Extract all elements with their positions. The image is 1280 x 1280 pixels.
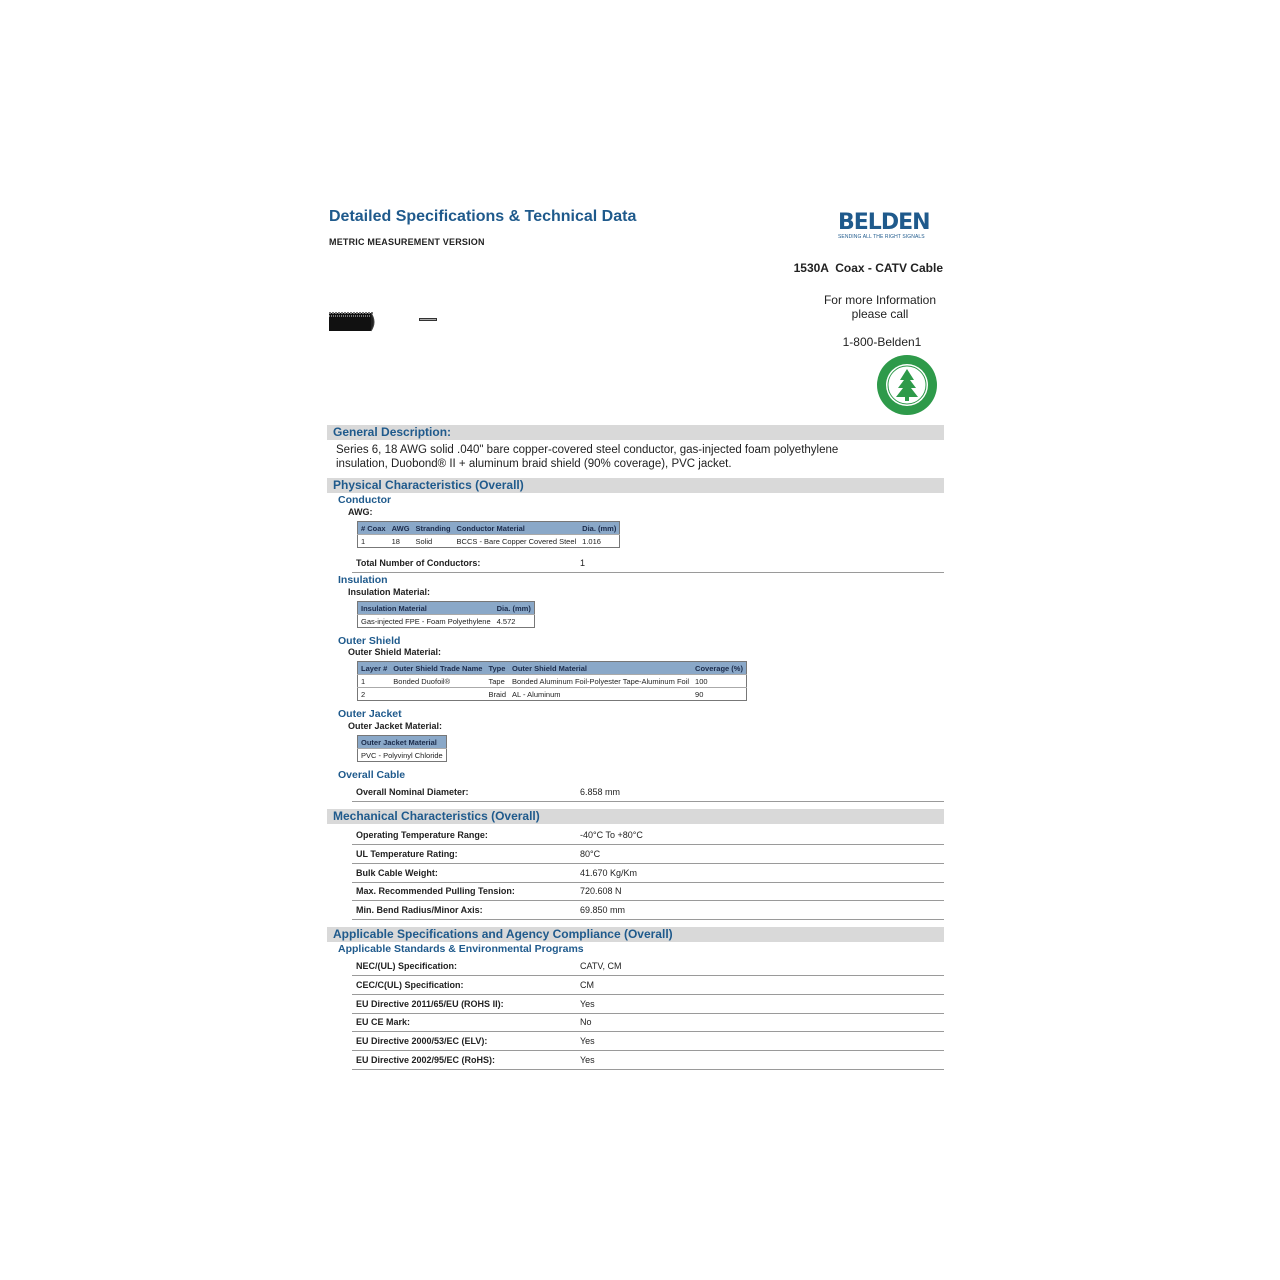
spec-row — [352, 845, 944, 864]
spec-value: 69.850 mm — [580, 905, 626, 915]
spec-row — [352, 957, 944, 976]
outer-shield-heading: Outer Shield — [338, 635, 401, 647]
awg-label: AWG: — [348, 507, 373, 517]
physical-characteristics-header — [327, 478, 944, 493]
spec-label: CEC/C(UL) Specification: — [356, 980, 464, 990]
spec-value: 720.608 N — [580, 886, 622, 896]
column-header: Dia. (mm) — [494, 602, 535, 615]
standards-heading: Applicable Standards & Environmental Programs — [338, 943, 584, 955]
table-cell: 90 — [692, 688, 746, 701]
spec-value: 1 — [580, 558, 586, 568]
spec-label: NEC/(UL) Specification: — [356, 961, 458, 971]
outer-jacket-material-label: Outer Jacket Material: — [348, 721, 443, 731]
table-cell: 2 — [358, 688, 391, 701]
spec-label: Bulk Cable Weight: — [356, 868, 438, 878]
spec-row — [352, 882, 944, 901]
spec-value: Yes — [580, 1036, 595, 1046]
mechanical-characteristics-header — [327, 809, 944, 824]
column-header: Outer Shield Material — [509, 662, 692, 675]
spec-value: Yes — [580, 999, 595, 1009]
spec-row — [352, 826, 944, 845]
table-row — [358, 749, 447, 762]
table-cell: Braid — [485, 688, 509, 701]
conductor-table — [357, 521, 620, 548]
table-cell: Tape — [485, 675, 509, 688]
overall-diameter-row — [352, 783, 944, 802]
conductor-heading: Conductor — [338, 494, 392, 506]
spec-row — [352, 976, 944, 995]
brand-tagline: SENDING ALL THE RIGHT SIGNALS — [838, 234, 925, 240]
spec-row — [352, 995, 944, 1014]
spec-row — [352, 1051, 944, 1070]
spec-row — [352, 1013, 944, 1032]
table-cell: AL - Aluminum — [509, 688, 692, 701]
table-cell: 1.016 — [579, 535, 620, 548]
table-cell: 4.572 — [494, 615, 535, 628]
table-row — [358, 615, 535, 628]
spec-label: Max. Recommended Pulling Tension: — [356, 886, 515, 896]
table-cell: PVC - Polyvinyl Chloride — [358, 749, 447, 762]
spec-value: 80°C — [580, 849, 601, 859]
column-header: Outer Jacket Material — [358, 736, 447, 749]
spec-value: Yes — [580, 1055, 595, 1065]
column-header: Stranding — [413, 522, 454, 535]
spec-row — [352, 901, 944, 920]
spec-value: 41.670 Kg/Km — [580, 868, 638, 878]
table-cell: BCCS - Bare Copper Covered Steel — [454, 535, 580, 548]
insulation-material-label: Insulation Material: — [348, 587, 431, 597]
column-header: Layer # — [358, 662, 391, 675]
spec-label: Operating Temperature Range: — [356, 830, 488, 840]
outer-jacket-table — [357, 735, 447, 762]
spec-label: EU Directive 2011/65/EU (ROHS II): — [356, 999, 504, 1009]
table-cell: 1 — [358, 535, 389, 548]
table-cell: Gas-injected FPE - Foam Polyethylene — [358, 615, 494, 628]
table-cell: Bonded Duofoil® — [390, 675, 485, 688]
total-conductors-row — [352, 554, 944, 573]
table-row — [358, 535, 620, 548]
table-cell: Solid — [413, 535, 454, 548]
section-title: Mechanical Characteristics (Overall) — [333, 809, 540, 823]
table-cell: 100 — [692, 675, 746, 688]
spec-label: Min. Bend Radius/Minor Axis: — [356, 905, 483, 915]
column-header: # Coax — [358, 522, 389, 535]
table-cell: Bonded Aluminum Foil-Polyester Tape-Aluminum Foil — [509, 675, 692, 688]
spec-row — [352, 1032, 944, 1051]
column-header: Conductor Material — [454, 522, 580, 535]
table-row — [358, 675, 747, 688]
spec-value: 6.858 mm — [580, 787, 621, 797]
compliance-header — [327, 927, 944, 942]
spec-label: EU CE Mark: — [356, 1017, 411, 1027]
section-title: General Description: — [333, 425, 452, 439]
outer-shield-table — [357, 661, 747, 701]
cable-image-icon — [329, 307, 377, 333]
table-cell: 18 — [389, 535, 413, 548]
rohs-compliant-badge-icon — [876, 354, 938, 416]
spec-value: CATV, CM — [580, 961, 622, 971]
section-title: Applicable Specifications and Agency Compliance (Overall) — [333, 927, 673, 941]
spec-label: UL Temperature Rating: — [356, 849, 458, 859]
spec-label: EU Directive 2000/53/EC (ELV): — [356, 1036, 488, 1046]
product-name: 1530A Coax - CATV Cable — [793, 261, 943, 275]
general-description-header — [327, 425, 944, 440]
belden-logo — [838, 212, 930, 244]
spec-label: Total Number of Conductors: — [356, 558, 481, 568]
spec-value: CM — [580, 980, 594, 990]
column-header: Type — [485, 662, 509, 675]
column-header: Dia. (mm) — [579, 522, 620, 535]
spec-label: Overall Nominal Diameter: — [356, 787, 469, 797]
info-text-2: please call — [851, 307, 909, 321]
spec-value: No — [580, 1017, 592, 1027]
table-cell: 1 — [358, 675, 391, 688]
spec-value: -40°C To +80°C — [580, 830, 643, 840]
table-row — [358, 688, 747, 701]
insulation-heading: Insulation — [338, 574, 388, 586]
spec-row — [352, 864, 944, 883]
phone-number: 1-800-Belden1 — [842, 335, 922, 349]
spec-label: EU Directive 2002/95/EC (RoHS): — [356, 1055, 496, 1065]
general-description-line2: insulation, Duobond® II + aluminum braid shield (90% coverage), PVC jacket. — [336, 458, 732, 470]
insulation-table — [357, 601, 535, 628]
column-header: Coverage (%) — [692, 662, 746, 675]
outer-shield-material-label: Outer Shield Material: — [348, 647, 442, 657]
column-header: Outer Shield Trade Name — [390, 662, 485, 675]
conductor-image-icon — [419, 318, 437, 321]
info-text: For more Information — [823, 293, 937, 307]
general-description-line1: Series 6, 18 AWG solid .040" bare copper-covered steel conductor, gas-injected foam polyethylene — [336, 444, 839, 456]
outer-jacket-heading: Outer Jacket — [338, 708, 402, 720]
page-title: Detailed Specifications & Technical Data — [329, 208, 637, 225]
column-header: AWG — [389, 522, 413, 535]
table-cell — [390, 688, 485, 701]
brand-name: BELDEN — [838, 210, 930, 235]
section-title: Physical Characteristics (Overall) — [333, 478, 524, 492]
page-subtitle: METRIC MEASUREMENT VERSION — [329, 237, 485, 247]
overall-cable-heading: Overall Cable — [338, 769, 406, 781]
column-header: Insulation Material — [358, 602, 494, 615]
